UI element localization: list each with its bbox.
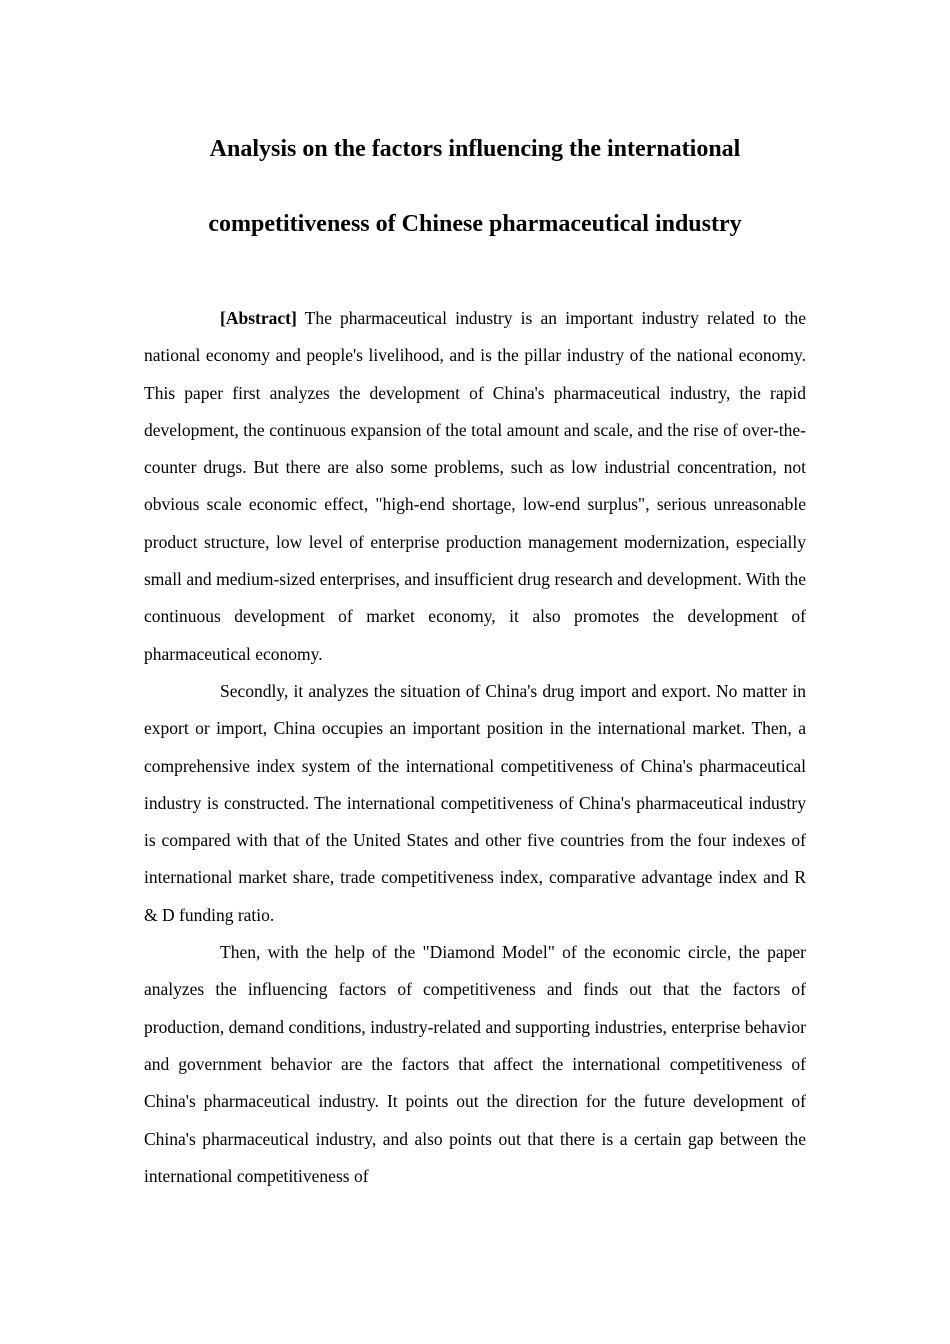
abstract-text: The pharmaceutical industry is an important industry related to the national economy and people's livelihood, and is the pillar industry of the national economy. This paper first analyzes the development of China's pharmaceutical industry, the rapid development, the continuous expansion of the total amount and scale, and the rise of over-the-counter drugs. But there are also some problems, such as low industrial concentration, not obvious scale economic effect, "high-end shortage, low-end surplus", serious unreasonable product structure, low level of enterprise production management modernization, especially small and medium-sized enterprises, and insufficient drug research and development. With the continuous development of market economy, it also promotes the development of pharmaceutical economy. bbox=[144, 308, 806, 664]
document-title bbox=[144, 128, 806, 278]
body-paragraph-3: Then, with the help of the "Diamond Model" of the economic circle, the paper analyzes the influencing factors of competitiveness and finds out that the factors of production, demand conditions, industry-related and supporting industries, enterprise behavior and government behavior are the factors that affect the international competitiveness of China's pharmaceutical industry. It points out the direction for the future development of China's pharmaceutical industry, and also points out that there is a certain gap between the international competitiveness of bbox=[144, 942, 806, 1186]
title-line-1: Analysis on the factors influencing the international bbox=[209, 136, 741, 162]
body-paragraph-2: Secondly, it analyzes the situation of China's drug import and export. No matter in export or import, China occupies an important position in the international market. Then, a comprehensive index system of the international competitiveness of China's pharmaceutical industry is constructed. The international competitiveness of China's pharmaceutical industry is compared with that of the United States and other five countries from the four indexes of international market share, trade competitiveness index, comparative advantage index and R & D funding ratio. bbox=[144, 680, 806, 925]
title-line-2: competitiveness of Chinese pharmaceutical industry bbox=[208, 211, 742, 237]
document-page bbox=[144, 128, 806, 1195]
abstract-paragraph bbox=[144, 300, 806, 673]
abstract-label: [Abstract] bbox=[220, 308, 297, 328]
